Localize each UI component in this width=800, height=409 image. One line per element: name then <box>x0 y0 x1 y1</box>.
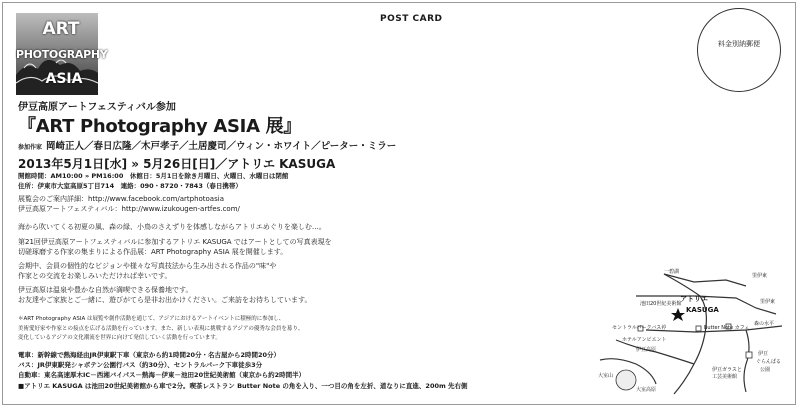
map-label-izu-glass: 伊豆ガラスと <box>712 367 742 373</box>
artists-label: 参加作家 <box>18 144 43 151</box>
invitation-line-1: 伊豆高原は温泉や豊かな自然が満喫できる保養地です。 <box>18 286 193 294</box>
artists-line <box>18 138 396 152</box>
logo-line-art: ART <box>42 19 80 39</box>
logo-line-asia: ASIA <box>45 71 83 87</box>
access-directions: ■アトリエ KASUGA は池田20世紀美術館から車で2分。喫茶レストラン Butter Note の角を入り、一つ目の角を左折、道なりに直進、200m 先右側 <box>18 382 468 390</box>
access-train: 電車：新幹線で熱海経由JR伊東駅下車（東京から約1時間20分・名古屋から2時間20分） <box>18 351 281 359</box>
map-label-hotel: ホテルアンビエント <box>622 337 667 343</box>
postage-paid-mark <box>697 8 781 92</box>
map-label-izu: 伊豆 <box>758 351 769 357</box>
exhibition-title: 『ART Photography ASIA 展』 <box>18 116 302 137</box>
map-roads <box>596 268 792 396</box>
map-label-satoizu: 里伊東 <box>752 273 768 279</box>
access-car: 自動車：東名高速厚木IC－西湘バイパス－熱海－伊東－池田20世紀美術館（東京から約2時間半） <box>18 371 306 379</box>
access-map <box>596 268 792 396</box>
description-line-4: 作家との交流をお楽しみいただければ幸いです。 <box>18 272 172 280</box>
facebook-link[interactable]: 展覧会のご案内詳細：http://www.facebook.com/artphotoasia <box>18 195 224 203</box>
festival-link[interactable]: 伊豆高原アートフェスティバル：http://www.izukougen-artfes.com/ <box>18 205 240 213</box>
map-label-craft-museum: 工芸美術館 <box>712 374 738 380</box>
event-subtitle: 伊豆高原アートフェスティバル参加 <box>18 102 176 113</box>
map-label-central-park: セントラルパークバス停 <box>612 325 667 331</box>
map-label-atelier: アトリエ <box>680 295 708 303</box>
map-label-atelier-name: KASUGA <box>686 306 719 314</box>
description-line-3: 会期中、会員の個性的なビジョンや様々な写真技法から生み出される作品の"味"や <box>18 262 277 270</box>
art-photography-asia-logo <box>16 13 108 95</box>
map-label-omuro-kogen: 大室高原 <box>636 387 657 393</box>
venue-address: 住所：伊東市大室高原5丁目714 連絡：090・8720・7843（春日携帯） <box>18 182 242 190</box>
atelier-star-icon <box>671 308 685 321</box>
note-line-3: 変化しているアジアの文化潮流を世界に向けて発信していく活動を行っています。 <box>18 335 221 341</box>
exhibition-dates: 2013年5月1日[水] » 5月26日[日]／アトリエ KASUGA <box>18 157 336 171</box>
description-line-2: 切磋琢磨する作家の集まりによる作品展：ART Photography ASIA 展を開催します。 <box>18 248 288 256</box>
map-label-forest: 森の水平 <box>754 321 775 327</box>
map-label-omuroyama: 大室山 <box>598 373 614 379</box>
invitation-line-2: お友達やご家族とご一緒に、遊びがてら是非お出かけください。ご来訪をお待ちしています。 <box>18 296 312 304</box>
opening-hours: 開館時間：AM10:00 » PM16:00 休館日：5月1日を除き月曜日、火曜日、水曜日は閉館 <box>18 172 289 180</box>
map-label-granpal: ぐらんぱる <box>756 359 782 365</box>
postcard-label: POST CARD <box>380 14 443 24</box>
map-label-satoizu-2: 里伊東 <box>760 299 776 305</box>
artists-names: 岡崎正人／春日広隆／木戸孝子／土居慶司／ウィン・ホワイト／ピーター・ミラー <box>46 141 397 152</box>
logo-line-photography: PHOTOGRAPHY <box>16 48 108 61</box>
map-label-butter-note: Butter Note カフェ <box>704 325 750 331</box>
postmark-text: 料金別納郵便 <box>718 40 760 48</box>
description-line-1: 第21回伊豆高原アートフェスティバルに参加するアトリエ KASUGA ではアートとしての写真表現を <box>18 238 332 246</box>
map-label-park: 公園 <box>760 367 771 373</box>
intro-paragraph: 海から吹いてくる初夏の風、森の緑、小鳥のさえずりを体感しながらアトリエめぐりを楽しむ…。 <box>18 223 326 231</box>
map-label-izukogen: 伊豆高原 <box>636 347 657 353</box>
map-label-ikeda-museum: 池田20世紀美術館 <box>640 301 682 307</box>
access-bus: バス：JR伊東駅発シャボテン公園行バス（約30分）、セントラルパーク下車徒歩3分 <box>18 361 263 369</box>
note-line-1: ＊ART Photography ASIA は展覧や創作活動を通じて、アジアにおけるアートイベントに積極的に参加し、 <box>18 316 285 322</box>
map-label-lake: 一碧湖 <box>664 269 680 275</box>
note-line-2: 美術愛好家や作家との接点を広げる活動を行っています。また、新しい表現に挑戦するアジアの優秀な会員を募り、 <box>18 326 304 332</box>
